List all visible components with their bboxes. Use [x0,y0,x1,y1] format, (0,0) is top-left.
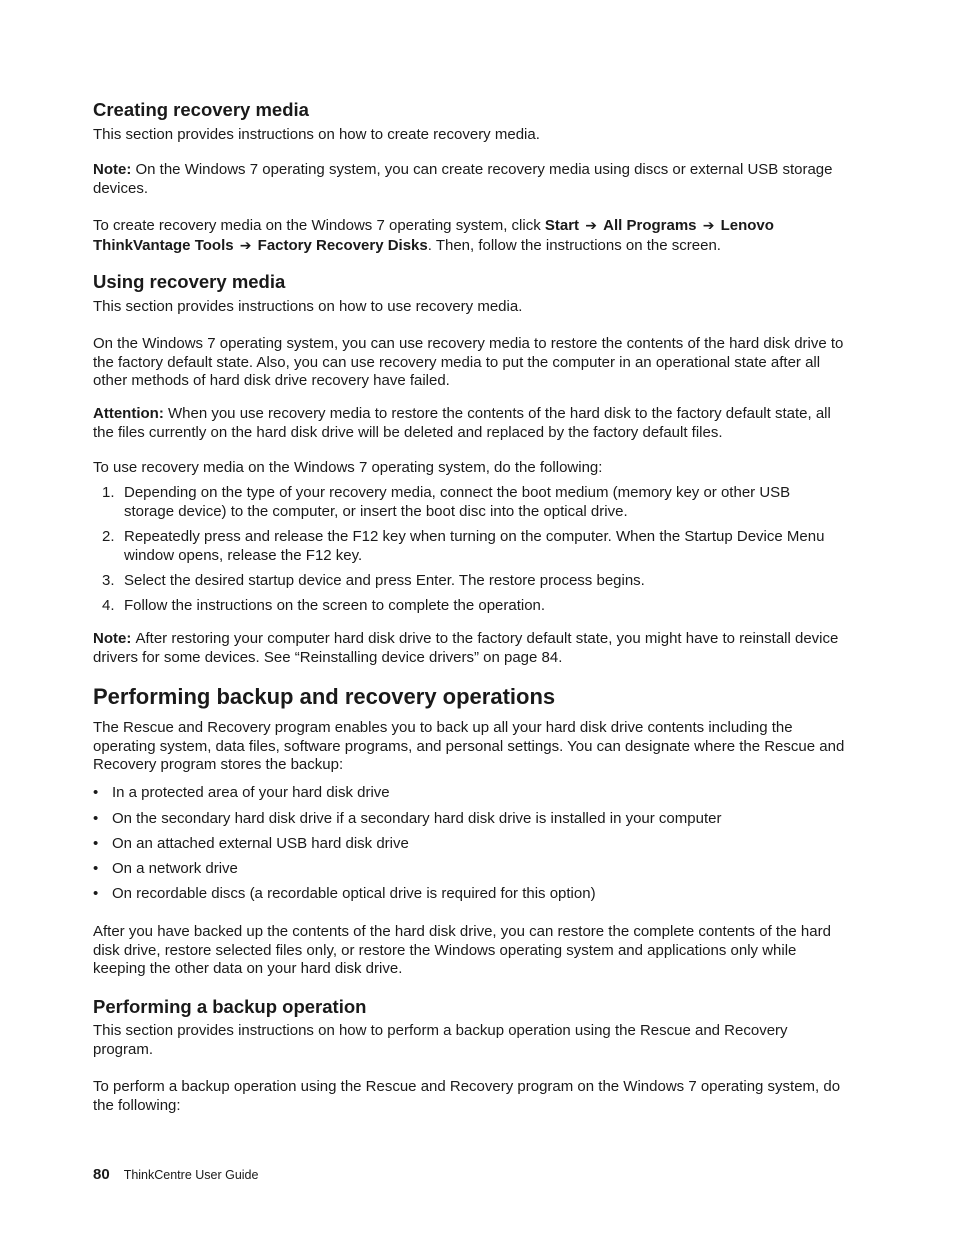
using-note [93,630,849,667]
steps-suffix: . Then, follow the instructions on the screen. [427,236,721,254]
creating-intro: This section provides instructions on how to create recovery media. [93,126,540,143]
performing-paragraph: The Rescue and Recovery program enables you to back up all your hard disk drive contents including the operating system, data files, software programs, and personal settings. You can designate where the Rescue and Recovery program stores the backup: [93,719,845,774]
using-paragraph: On the Windows 7 operating system, you can use recovery media to restore the contents of the hard disk drive to the factory default state. Also, you can use recovery media to put the computer in an operational state after all other methods of hard disk drive recovery have failed. [93,335,844,390]
attention-label: Attention: [93,405,164,422]
backup-lead: To perform a backup operation using the Rescue and Recovery program on the Windows 7 operating system, do the following: [93,1078,841,1114]
creating-steps-paragraph [93,216,849,255]
menu-path-lenovo-tools: Lenovo ThinkVantage Tools [93,217,774,254]
list-text: Select the desired startup device and press Enter. The restore process begins. [124,572,645,589]
arrow-icon: ➔ [702,217,715,233]
heading-using-recovery-media: Using recovery media [93,271,286,292]
list-text: Depending on the type of your recovery media, connect the boot medium (memory key or other USB storage device) to the computer, or insert the boot disc into the optical drive. [124,484,791,520]
arrow-icon: ➔ [585,217,597,233]
bullet-text: On recordable discs (a recordable optical drive is required for this option) [112,885,596,902]
using-intro: This section provides instructions on how to use recovery media. [93,298,523,315]
arrow-icon: ➔ [239,236,252,253]
menu-path-all-programs: All Programs [603,217,697,234]
list-text: Follow the instructions on the screen to complete the operation. [124,597,546,614]
bullet-icon: • [93,885,99,902]
steps-prefix: To create recovery media on the Windows 7 operating system, click [93,217,541,234]
list-text: Repeatedly press and release the F12 key when turning on the computer. When the Startup Device Menu window opens, release the F12 key. [124,528,825,564]
attention-paragraph [93,405,849,442]
bullet-icon: • [93,835,99,852]
list-number: 2. [102,528,115,545]
bullet-icon: • [93,784,99,801]
list-number: 4. [102,597,115,614]
menu-path-factory-recovery-disks: Factory Recovery Disks [257,236,428,254]
note-label: Note: [93,630,132,647]
footer-title: ThinkCentre User Guide [123,1168,259,1182]
backup-intro: This section provides instructions on how to perform a backup operation using the Rescue and Recovery program. [93,1022,788,1058]
note-text: After restoring your computer hard disk drive to the factory default state, you might have to reinstall device drivers for some devices. See “Reinstalling device drivers” on page 84. [93,630,839,666]
list-number: 3. [102,572,115,589]
bullet-text: In a protected area of your hard disk drive [112,784,390,801]
list-number: 1. [102,484,115,501]
note-text: On the Windows 7 operating system, you can create recovery media using discs or external USB storage devices. [93,161,833,197]
menu-path-start: Start [544,217,580,234]
heading-performing-backup-recovery: Performing backup and recovery operations [93,684,556,709]
bullet-text: On an attached external USB hard disk drive [112,835,409,852]
note-label: Note: [93,161,132,178]
creating-note [93,161,849,198]
using-lead: To use recovery media on the Windows 7 operating system, do the following: [93,459,603,476]
page-number: 80 [93,1166,110,1183]
bullet-icon: • [93,810,99,827]
bullet-icon: • [93,860,99,877]
heading-creating-recovery-media: Creating recovery media [93,99,309,120]
bullet-text: On the secondary hard disk drive if a secondary hard disk drive is installed in your computer [112,810,722,827]
heading-performing-backup-operation: Performing a backup operation [93,996,367,1017]
performing-after-paragraph: After you have backed up the contents of the hard disk drive, you can restore the complete contents of the hard disk drive, restore selected files only, or restore the Windows operating system and applications only while keeping the other data on your hard disk drive. [93,923,831,978]
page-footer [93,1166,258,1183]
attention-text: When you use recovery media to restore the contents of the hard disk to the factory default state, all the files currently on the hard disk drive will be deleted and replaced by the factory default files. [93,405,831,441]
bullet-text: On a network drive [112,860,238,877]
